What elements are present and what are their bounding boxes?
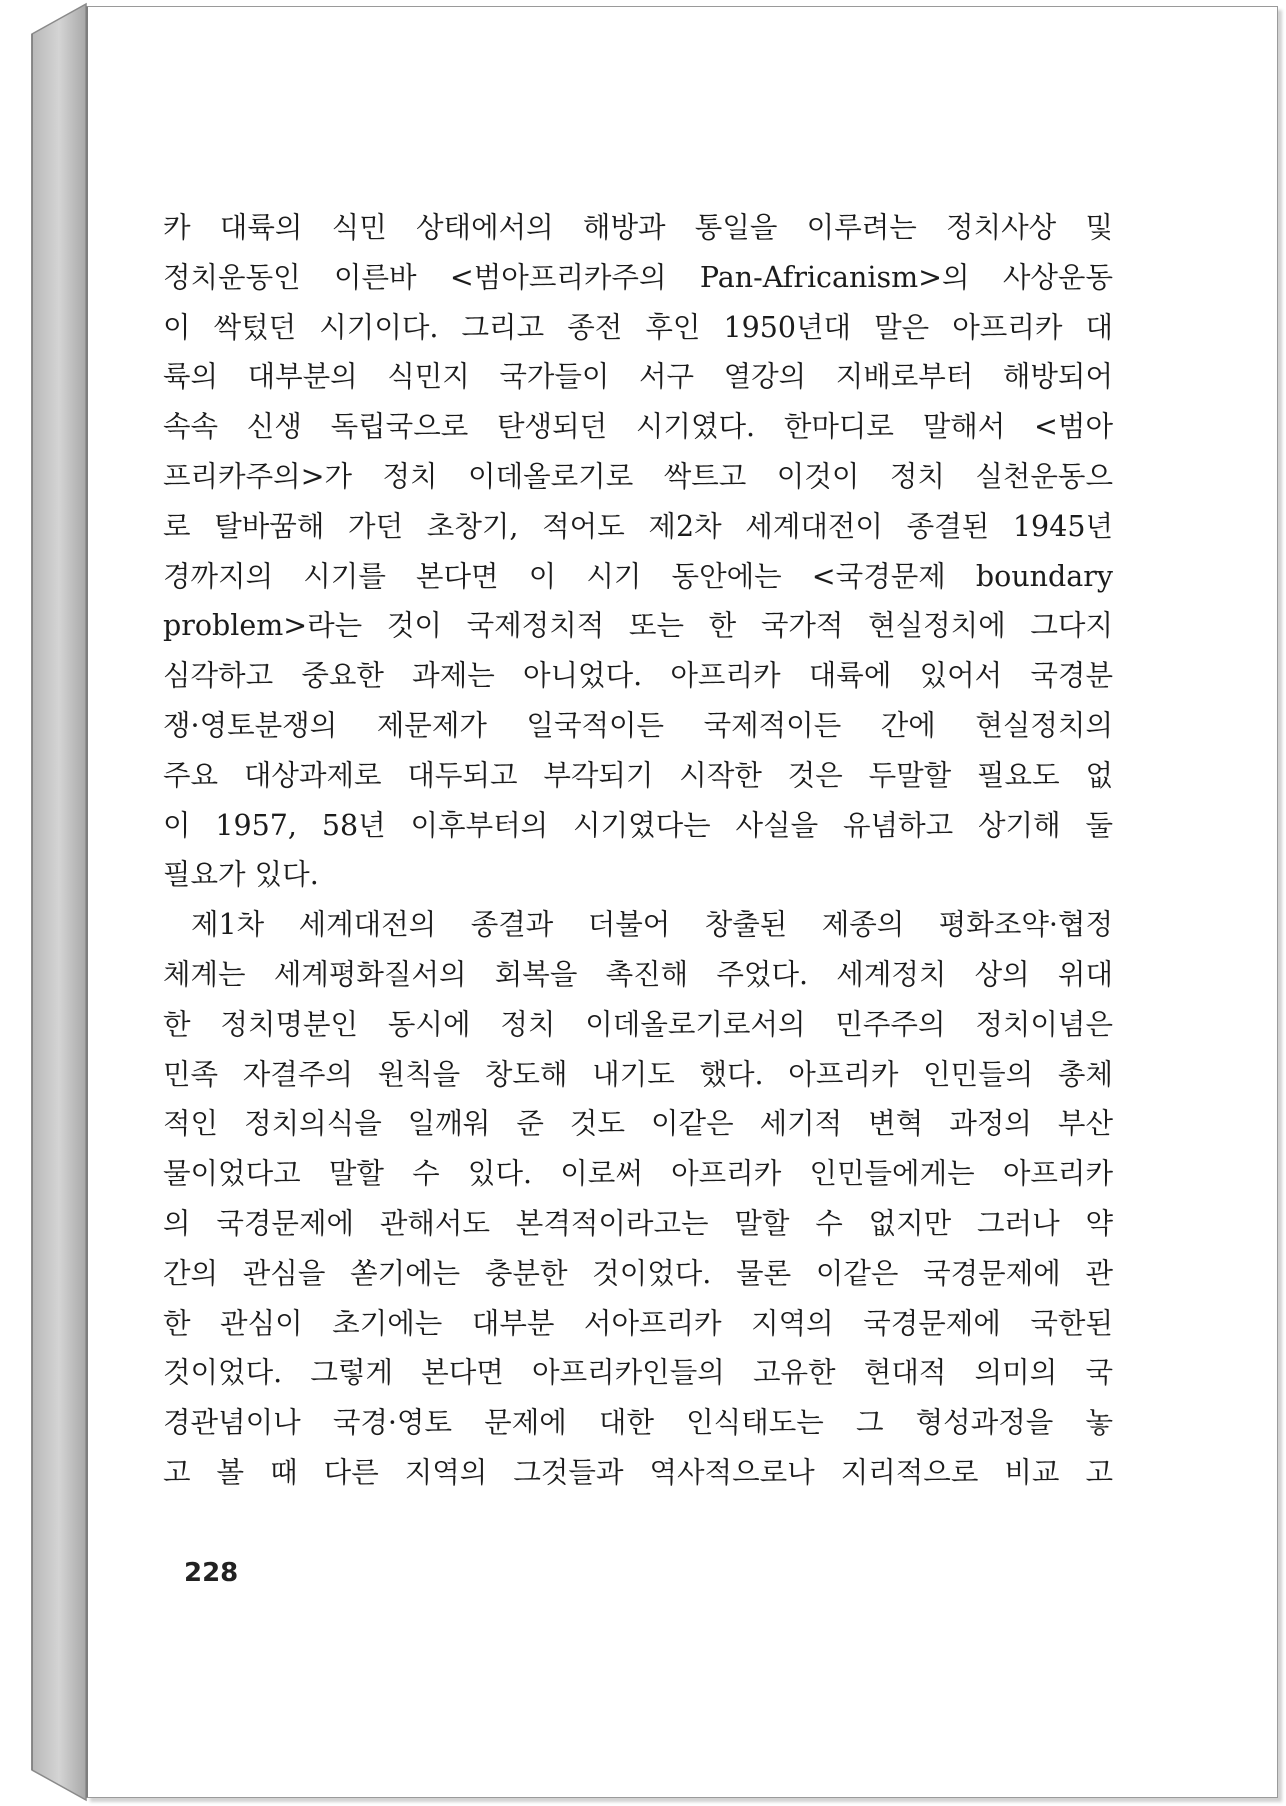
page-body-text xyxy=(163,203,1113,1498)
text-line: 쟁·영토분쟁의 제문제가 일국적이든 국제적이든 간에 현실정치의 xyxy=(163,708,1113,742)
text-line: 간의 관심을 쏟기에는 충분한 것이었다. 물론 이같은 국경문제에 관 xyxy=(163,1256,1113,1290)
text-line: problem>라는 것이 국제정치적 또는 한 국가적 현실정치에 그다지 xyxy=(163,609,1113,643)
text-line: 물이었다고 말할 수 있다. 이로써 아프리카 인민들에게는 아프리카 xyxy=(163,1157,1113,1191)
page-number: 228 xyxy=(184,1558,239,1588)
text-line: 이 싹텄던 시기이다. 그리고 종전 후인 1950년대 말은 아프리카 대 xyxy=(163,310,1113,344)
text-line: 이 1957, 58년 이후부터의 시기였다는 사실을 유념하고 상기해 둘 xyxy=(163,808,1113,842)
text-line: 한 정치명분인 동시에 정치 이데올로기로서의 민주주의 정치이념은 xyxy=(163,1007,1113,1041)
text-line: 체계는 세계평화질서의 회복을 촉진해 주었다. 세계정치 상의 위대 xyxy=(163,957,1113,991)
text-line: 민족 자결주의 원칙을 창도해 내기도 했다. 아프리카 인민들의 총체 xyxy=(163,1057,1113,1091)
text-line: 카 대륙의 식민 상태에서의 해방과 통일을 이루려는 정치사상 및 xyxy=(163,211,1113,244)
text-line: 륙의 대부분의 식민지 국가들이 서구 열강의 지배로부터 해방되어 xyxy=(163,360,1113,394)
text-line: 심각하고 중요한 과제는 아니었다. 아프리카 대륙에 있어서 국경분 xyxy=(163,659,1113,693)
text-line: 적인 정치의식을 일깨워 준 것도 이같은 세기적 변혁 과정의 부산 xyxy=(163,1107,1113,1141)
text-line: 한 관심이 초기에는 대부분 서아프리카 지역의 국경문제에 국한된 xyxy=(163,1306,1113,1340)
text-line: 주요 대상과제로 대두되고 부각되기 시작한 것은 두말할 필요도 없 xyxy=(163,758,1113,792)
text-line: 것이었다. 그렇게 본다면 아프리카인들의 고유한 현대적 의미의 국 xyxy=(163,1356,1113,1390)
text-line: 경까지의 시기를 본다면 이 시기 동안에는 <국경문제 boundary xyxy=(163,559,1113,593)
text-line: 제1차 세계대전의 종결과 더불어 창출된 제종의 평화조약·협정 xyxy=(191,908,1113,942)
text-line: 고 볼 때 다른 지역의 그것들과 역사적으로나 지리적으로 비교 고 xyxy=(163,1455,1113,1489)
text-line: 로 탈바꿈해 가던 초창기, 적어도 제2차 세계대전이 종결된 1945년 xyxy=(163,509,1113,543)
text-line: 필요가 있다. xyxy=(163,858,319,892)
text-line: 의 국경문제에 관해서도 본격적이라고는 말할 수 없지만 그러나 약 xyxy=(163,1206,1113,1240)
text-line: 정치운동인 이른바 <범아프리카주의 Pan-Africanism>의 사상운동 xyxy=(163,260,1113,294)
text-line: 프리카주의>가 정치 이데올로기로 싹트고 이것이 정치 실천운동으 xyxy=(163,459,1113,493)
text-line: 속속 신생 독립국으로 탄생되던 시기였다. 한마디로 말해서 <범아 xyxy=(163,410,1113,444)
text-line: 경관념이나 국경·영토 문제에 대한 인식태도는 그 형성과정을 놓 xyxy=(163,1406,1113,1440)
